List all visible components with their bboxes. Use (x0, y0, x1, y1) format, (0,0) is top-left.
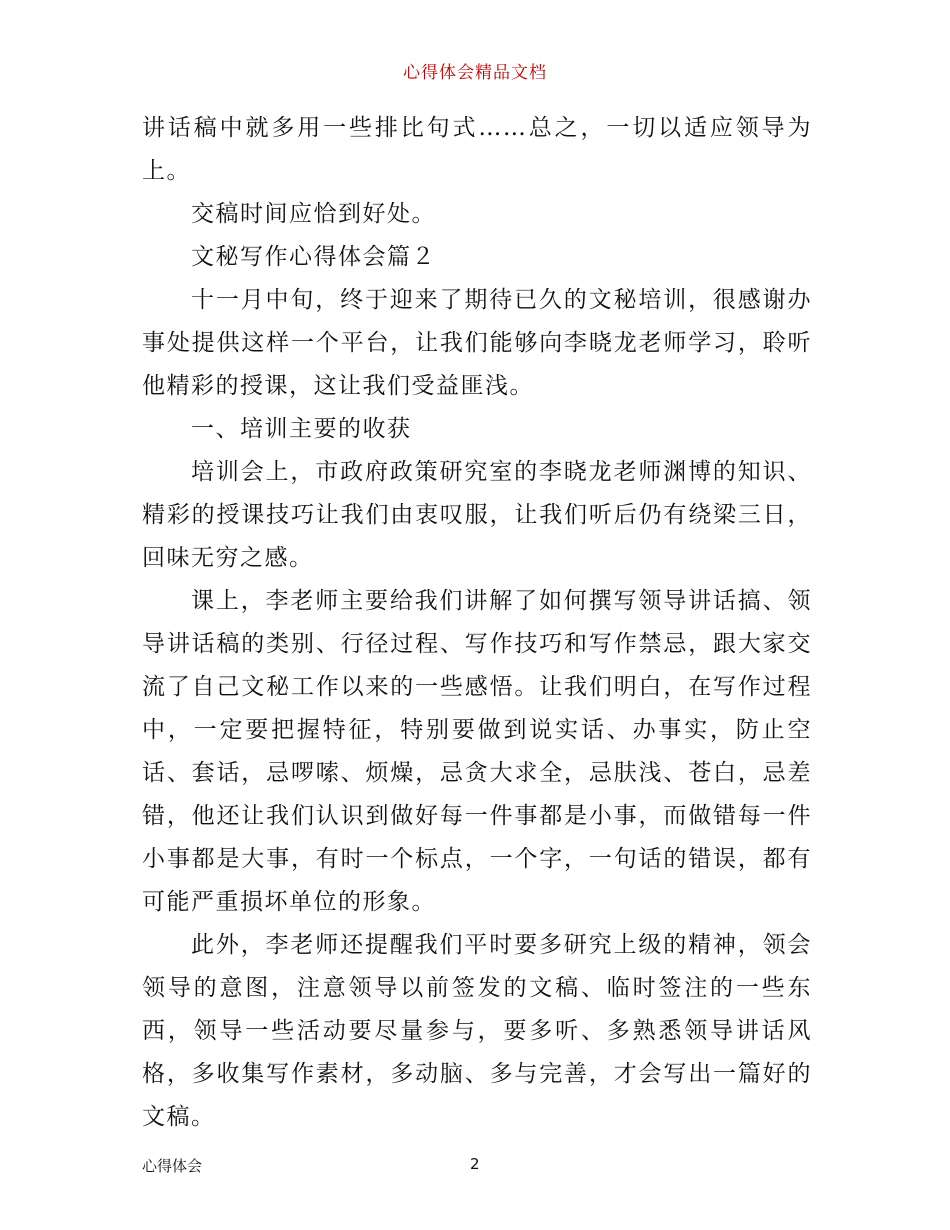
section-heading: 文秘写作心得体会篇２ (191, 244, 436, 270)
page-header-title: 心得体会精品文档 (403, 63, 547, 83)
document-body (142, 107, 812, 1139)
paragraph: 交稿时间应恰到好处。 (191, 201, 436, 227)
paragraph: 课上，李老师主要给我们讲解了如何撰写领导讲话搞、领导讲话稿的类别、行径过程、写作技巧和写作禁忌，跟大家交流了自己文秘工作以来的一些感悟。让我们明白，在写作过程中，一定要把握特征，特别要做到说实话、办事实，防止空话、套话，忌啰嗦、烦燥，忌贪大求全，忌肤浅、苍白，忌差错，他还让我们认识到做好每一件事都是小事，而做错每一件小事都是大事，有时一个标点，一个字，一句话的错误，都有可能严重损坏单位的形象。 (142, 588, 812, 915)
page-number: 2 (470, 1155, 480, 1173)
paragraph-continuation: 讲话稿中就多用一些排比句式……总之，一切以适应领导为上。 (142, 115, 812, 184)
paragraph: 十一月中旬，终于迎来了期待已久的文秘培训，很感谢办事处提供这样一个平台，让我们能够向李晓龙老师学习，聆听他精彩的授课，这让我们受益匪浅。 (142, 287, 812, 399)
paragraph: 此外，李老师还提醒我们平时要多研究上级的精神，领会领导的意图，注意领导以前签发的文稿、临时签注的一些东西，领导一些活动要尽量参与，要多听、多熟悉领导讲话风格，多收集写作素材，多动脑、多与完善，才会写出一篇好的文稿。 (142, 932, 812, 1130)
paragraph: 培训会上，市政府政策研究室的李晓龙老师渊博的知识、精彩的授课技巧让我们由衷叹服，让我们听后仍有绕梁三日，回味无穷之感。 (142, 459, 812, 571)
footer-label: 心得体会 (142, 1157, 203, 1175)
section-heading: 一、培训主要的收获 (191, 416, 412, 442)
